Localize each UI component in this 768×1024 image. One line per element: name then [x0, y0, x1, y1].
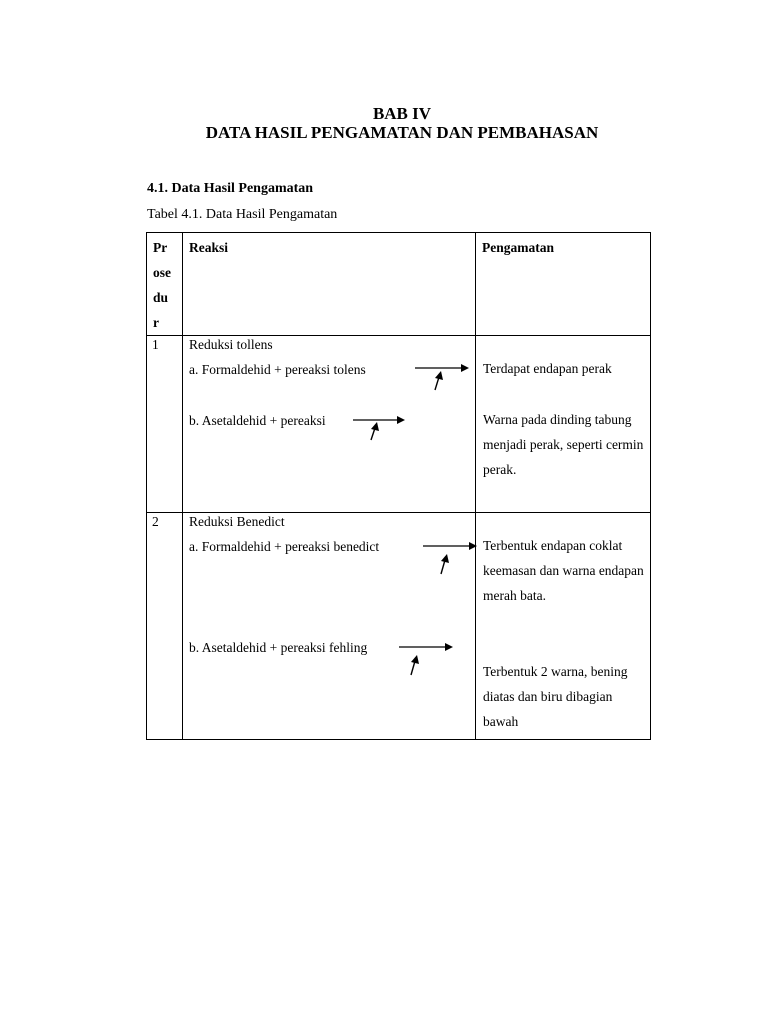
reaction-title: Reduksi Benedict: [189, 514, 285, 529]
row-number-cell: [147, 513, 183, 740]
chapter-title: DATA HASIL PENGAMATAN DAN PEMBAHASAN: [205, 123, 599, 142]
section-heading: 4.1. Data Hasil Pengamatan: [147, 181, 314, 196]
observation-b: Warna pada dinding tabung menjadi perak, seperti cermin perak.: [483, 412, 644, 477]
observation-cell: [476, 513, 651, 740]
header-prosedur-line: du: [153, 290, 169, 305]
chapter-heading: BAB IV: [372, 104, 432, 123]
table-header-row: [147, 233, 651, 336]
header-prosedur-line: Pr: [153, 240, 168, 255]
row-number-cell: [147, 336, 183, 513]
reaction-cell: [183, 513, 476, 740]
header-prosedur-line: ose: [153, 265, 171, 280]
row-number: 1: [152, 337, 159, 352]
header-pengamatan-label: Pengamatan: [482, 240, 554, 255]
observation-a: Terdapat endapan perak: [483, 361, 612, 376]
observation-cell: [476, 336, 651, 513]
reaction-item-b: b. Asetaldehid + pereaksi fehling: [189, 640, 368, 655]
observation-table: [146, 232, 651, 740]
table-row: [147, 513, 651, 740]
reaction-cell: [183, 336, 476, 513]
reaction-item-a: a. Formaldehid + pereaksi benedict: [189, 539, 380, 554]
header-reaksi-label: Reaksi: [189, 240, 229, 255]
header-prosedur: [147, 233, 183, 336]
observation-b: Terbentuk 2 warna, bening diatas dan biru dibagian bawah: [483, 664, 628, 729]
reaction-item-a: a. Formaldehid + pereaksi tolens: [189, 362, 366, 377]
reaction-item-b: b. Asetaldehid + pereaksi: [189, 413, 326, 428]
reaction-arrow-icon: [421, 538, 481, 576]
header-prosedur-line: r: [153, 315, 159, 330]
reaction-title: Reduksi tollens: [189, 337, 273, 352]
observation-a: Terbentuk endapan coklat keemasan dan warna endapan merah bata.: [483, 538, 644, 603]
header-pengamatan: [476, 233, 651, 336]
row-number: 2: [152, 514, 159, 529]
reaction-arrow-icon: [351, 412, 411, 444]
reaction-arrow-icon: [397, 639, 457, 677]
header-reaksi: [183, 233, 476, 336]
table-row: [147, 336, 651, 513]
table-caption: Tabel 4.1. Data Hasil Pengamatan: [147, 207, 338, 222]
reaction-arrow-icon: [413, 360, 473, 392]
